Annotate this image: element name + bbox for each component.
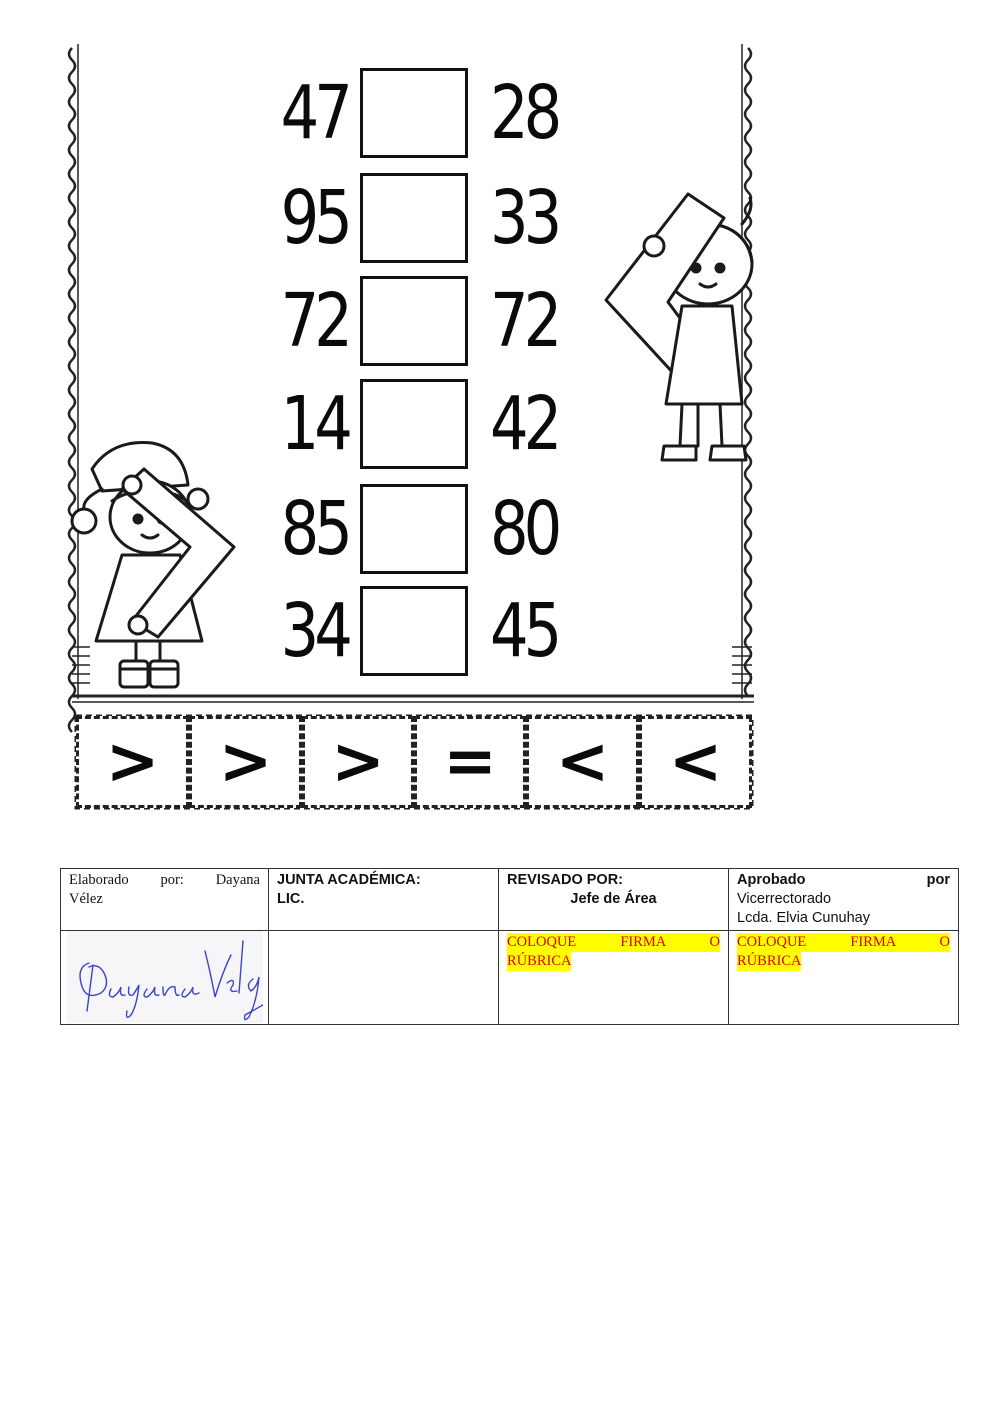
signature-placeholder-line2: RÚBRICA xyxy=(507,953,572,969)
prepared-by-label: Elaborado por: Dayana xyxy=(69,872,260,888)
girl-holding-greater-than-illustration xyxy=(62,429,242,699)
answer-box[interactable] xyxy=(360,68,468,158)
comparison-row-3 xyxy=(240,274,600,368)
approval-table-signature-row xyxy=(61,931,959,1025)
symbol-tiles-strip xyxy=(76,716,752,808)
approval-table-header-row xyxy=(61,869,959,931)
approved-by-office: Vicerrectorado xyxy=(737,891,832,907)
prepared-by-cell xyxy=(61,869,269,931)
academic-board-cell xyxy=(269,869,499,931)
academic-board-signature-cell[interactable] xyxy=(269,931,499,1025)
left-number: 34 xyxy=(280,588,348,674)
approved-by-label: Aprobado por xyxy=(737,872,950,888)
handwritten-signature xyxy=(67,931,263,1023)
right-number: 72 xyxy=(490,278,558,364)
symbol-tile-greater[interactable]: > xyxy=(76,716,189,808)
reviewed-by-role: Jefe de Área xyxy=(570,891,657,907)
comparison-row-4 xyxy=(240,377,600,471)
prepared-by-name: Vélez xyxy=(69,891,103,907)
left-number: 85 xyxy=(280,486,348,572)
reviewed-by-label: REVISADO POR: xyxy=(507,872,624,888)
answer-box[interactable] xyxy=(360,484,468,574)
right-number: 45 xyxy=(490,588,558,674)
academic-board-label: JUNTA ACADÉMICA: xyxy=(277,872,421,888)
comparison-row-6 xyxy=(240,584,600,678)
reviewed-by-signature-cell[interactable] xyxy=(499,931,729,1025)
symbol-tile-equal[interactable]: = xyxy=(414,716,526,808)
answer-box[interactable] xyxy=(360,586,468,676)
comparison-worksheet xyxy=(60,44,766,819)
right-number: 33 xyxy=(490,175,558,261)
reviewed-by-cell xyxy=(499,869,729,931)
academic-board-title: LIC. xyxy=(277,891,305,907)
right-number: 42 xyxy=(490,381,558,467)
approved-by-signature-cell[interactable] xyxy=(729,931,959,1025)
symbol-tile-greater[interactable]: > xyxy=(302,716,414,808)
right-number: 28 xyxy=(490,70,558,156)
girl-holding-less-than-illustration xyxy=(592,184,762,464)
left-number: 95 xyxy=(280,175,348,261)
approved-by-name: Lcda. Elvia Cunuhay xyxy=(737,910,870,926)
approved-by-cell xyxy=(729,869,959,931)
prepared-by-signature-cell xyxy=(61,931,269,1025)
signature-placeholder-line2: RÚBRICA xyxy=(737,953,802,969)
symbol-tile-less[interactable]: < xyxy=(526,716,639,808)
left-number: 47 xyxy=(280,70,348,156)
comparison-row-1 xyxy=(240,66,600,160)
answer-box[interactable] xyxy=(360,276,468,366)
answer-box[interactable] xyxy=(360,379,468,469)
comparison-row-2 xyxy=(240,171,600,265)
symbol-tile-greater[interactable]: > xyxy=(189,716,302,808)
answer-box[interactable] xyxy=(360,173,468,263)
symbol-tile-less[interactable]: < xyxy=(639,716,752,808)
approval-table xyxy=(60,868,959,1025)
signature-placeholder: COLOQUE FIRMA O xyxy=(507,934,720,950)
right-number: 80 xyxy=(490,486,558,572)
left-number: 72 xyxy=(280,278,348,364)
signature-placeholder: COLOQUE FIRMA O xyxy=(737,934,950,950)
comparison-row-5 xyxy=(240,482,600,576)
left-number: 14 xyxy=(280,381,348,467)
